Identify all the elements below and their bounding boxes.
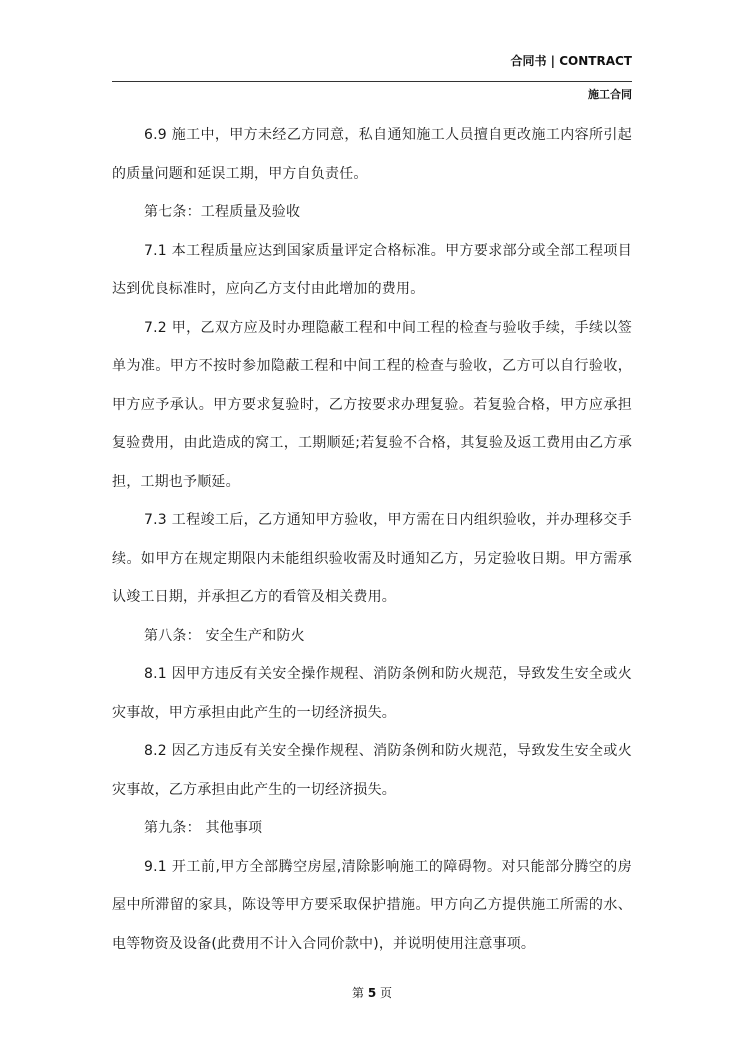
- page-prefix: 第: [351, 986, 364, 1000]
- header-subtitle: 施工合同: [588, 88, 632, 101]
- clause-6-9: 6.9 施工中，甲方未经乙方同意，私自通知施工人员擅自更改施工内容所引起的质量问题和延误工期，甲方自负责任。: [112, 127, 632, 182]
- clause-7-2: 7.2 甲，乙双方应及时办理隐蔽工程和中间工程的检查与验收手续，手续以签单为准。甲方不按时参加隐蔽工程和中间工程的检查与验收，乙方可以自行验收，甲方应予承认。甲方要求复验时，乙方按要求办理复验。若复验合格，甲方应承担复验费用，由此造成的窝工，工期顺延;若复验不合格，其复验及返工费用由乙方承担，工期也予顺延。: [112, 319, 632, 490]
- clause-7-1: 7.1 本工程质量应达到国家质量评定合格标准。甲方要求部分或全部工程项目达到优良标准时，应向乙方支付由此增加的费用。: [112, 242, 632, 297]
- header-title: 合同书 | CONTRACT: [510, 54, 632, 68]
- article-9-heading: 第九条： 其他事项: [144, 820, 263, 836]
- article-7-heading: 第七条：工程质量及验收: [144, 204, 301, 220]
- page-suffix: 页: [380, 986, 393, 1000]
- header-divider: [112, 81, 632, 82]
- document-body: [112, 116, 632, 963]
- page-number-value: 5: [367, 986, 377, 1000]
- clause-7-3: 7.3 工程竣工后，乙方通知甲方验收，甲方需在日内组织验收，并办理移交手续。如甲方在规定期限内未能组织验收需及时通知乙方，另定验收日期。甲方需承认竣工日期，并承担乙方的看管及相关费用。: [112, 512, 632, 605]
- article-8-heading: 第八条： 安全生产和防火: [144, 627, 305, 644]
- page-number: [0, 984, 744, 1001]
- clause-9-1: 9.1 开工前,甲方全部腾空房屋,清除影响施工的障碍物。对只能部分腾空的房屋中所滞留的家具，陈设等甲方要采取保护措施。甲方向乙方提供施工所需的水、电等物资及设备(此费用不计入合同价款中)，并说明使用注意事项。: [112, 858, 632, 952]
- clause-8-1: 8.1 因甲方违反有关安全操作规程、消防条例和防火规范，导致发生安全或火灾事故，甲方承担由此产生的一切经济损失。: [112, 666, 632, 721]
- clause-8-2: 8.2 因乙方违反有关安全操作规程、消防条例和防火规范，导致发生安全或火灾事故，乙方承担由此产生的一切经济损失。: [112, 743, 632, 798]
